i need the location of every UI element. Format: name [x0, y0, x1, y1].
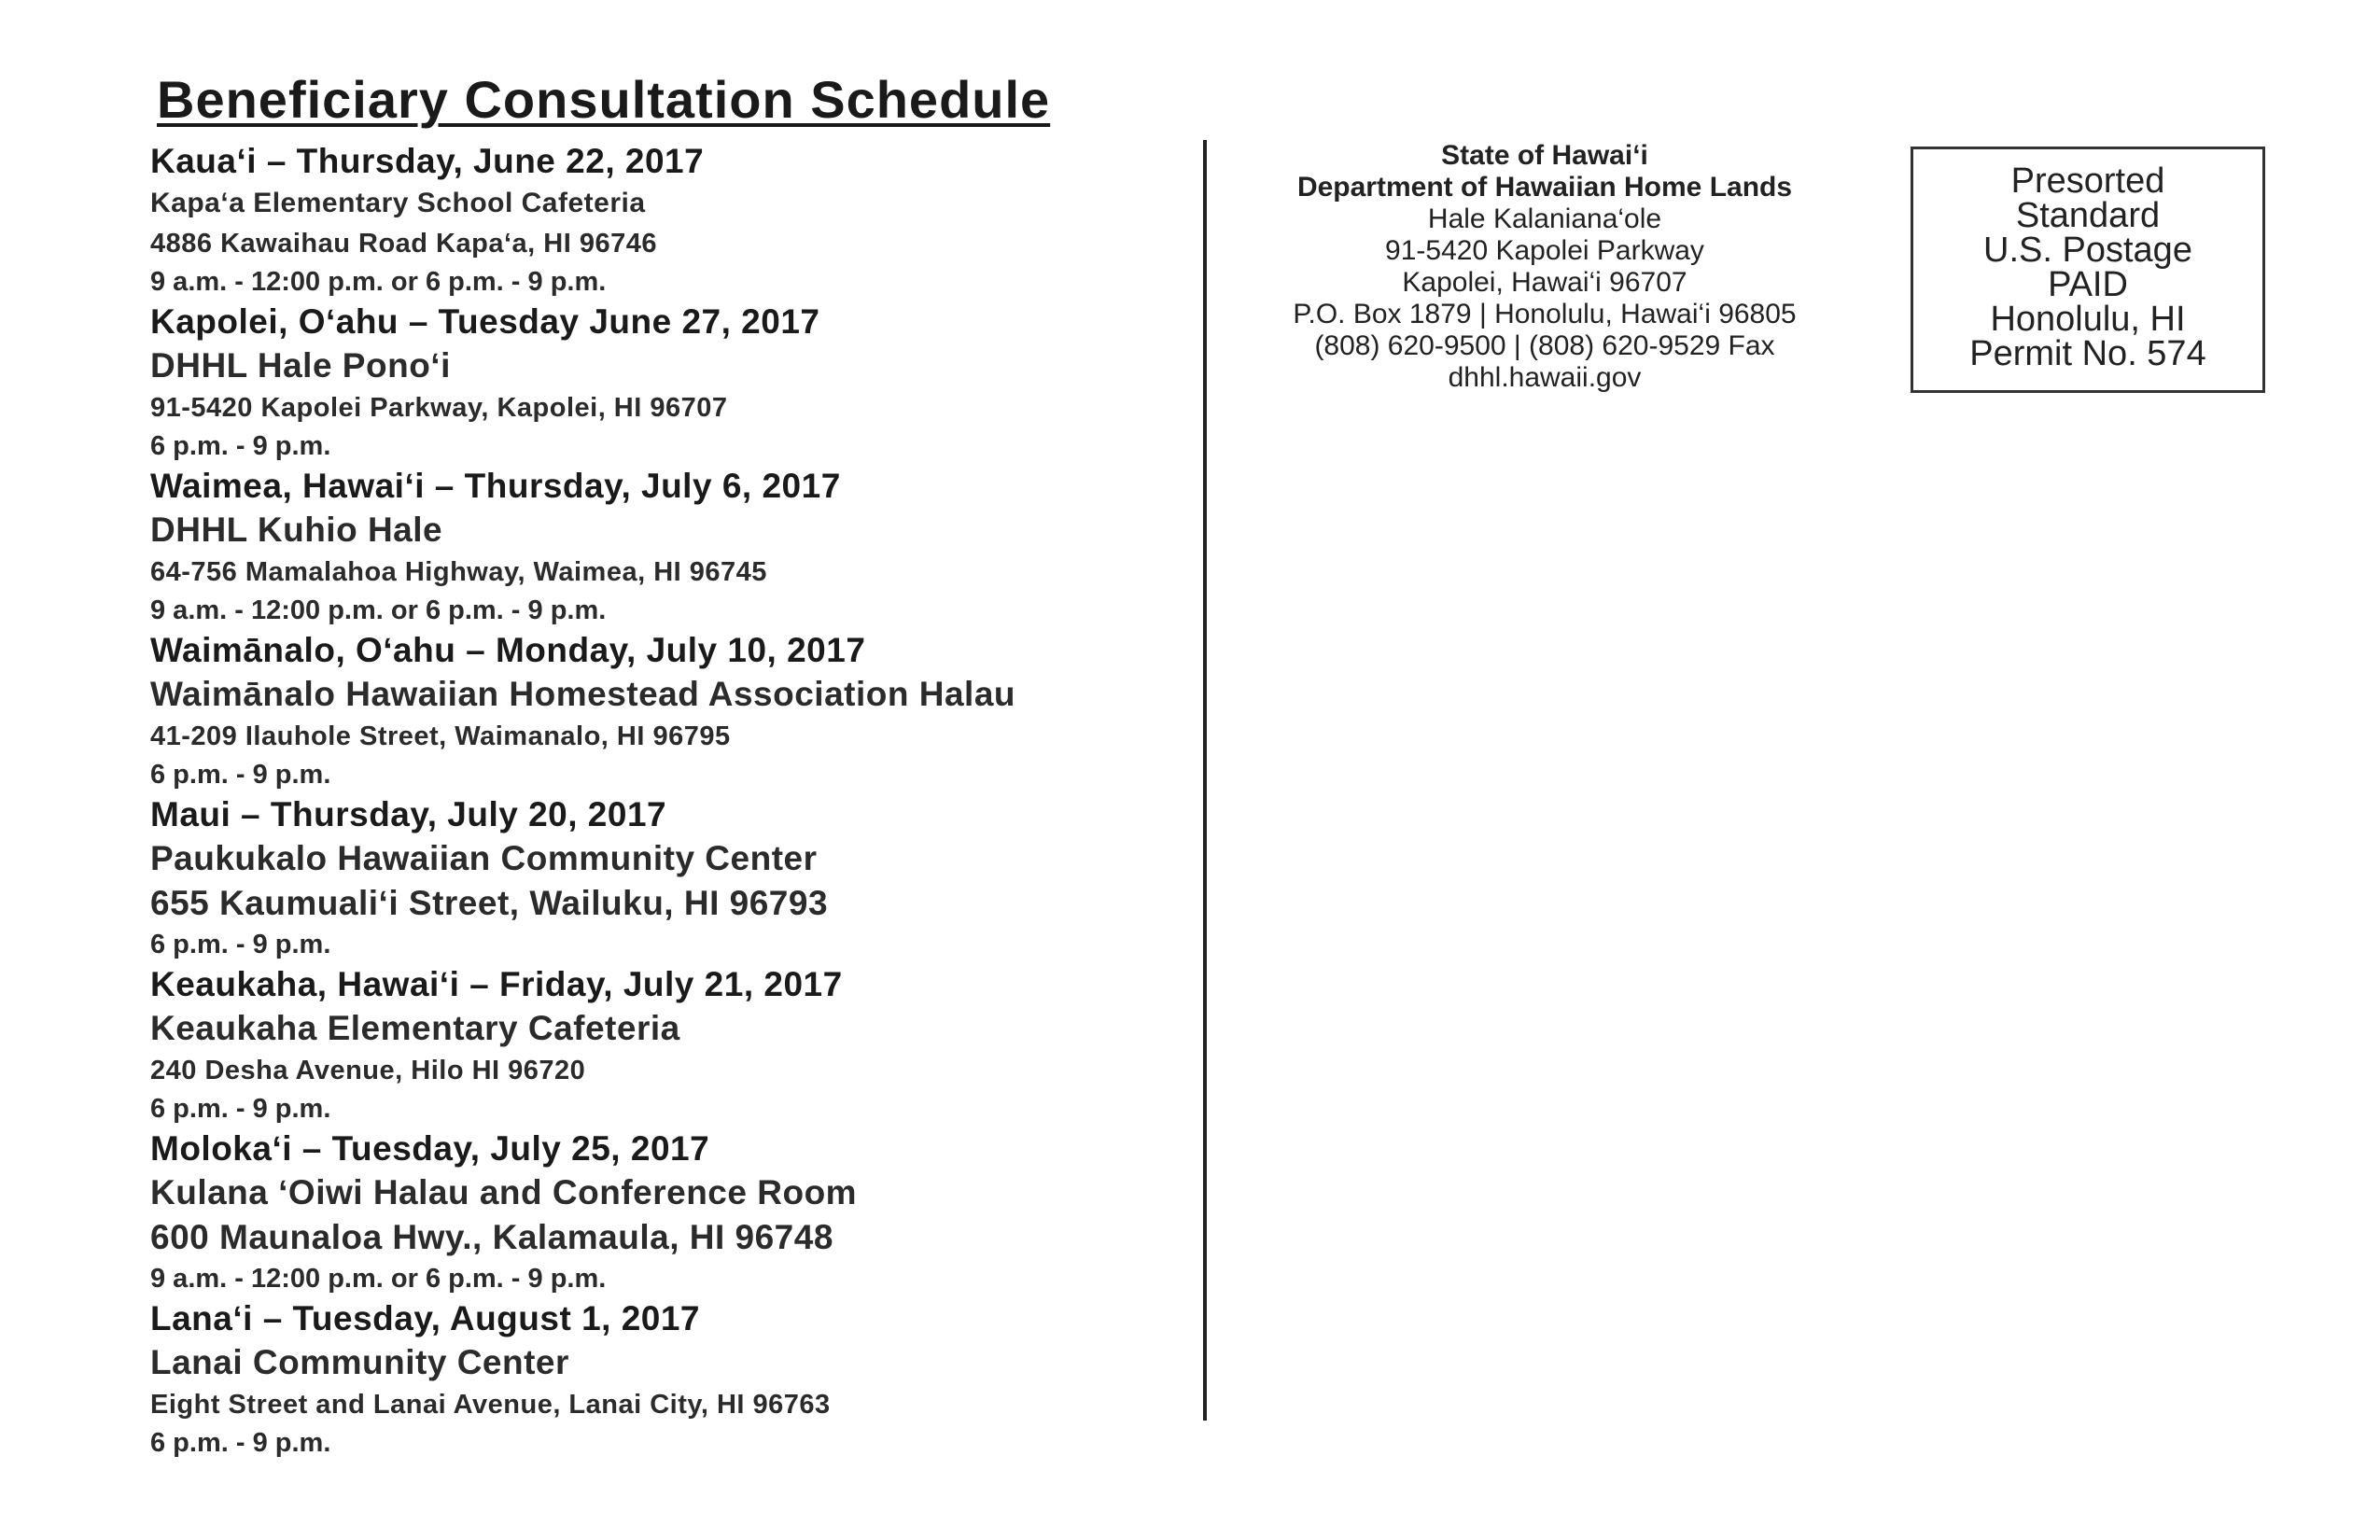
schedule-entry-kauai	[150, 140, 1224, 301]
event-venue: Keaukaha Elementary Cafeteria	[150, 1009, 680, 1047]
event-header: Keaukaha, Hawai‘i – Friday, July 21, 2017	[150, 965, 843, 1003]
event-venue: Paukukalo Hawaiian Community Center	[150, 839, 818, 877]
event-time: 9 a.m. - 12:00 p.m. or 6 p.m. - 9 p.m.	[150, 267, 607, 297]
schedule-entry-keaukaha	[150, 963, 1224, 1127]
return-website: dhhl.hawaii.gov	[1448, 362, 1642, 393]
event-address: 41-209 Ilauhole Street, Waimanalo, HI 96795	[150, 721, 731, 751]
event-header: Kapolei, O‘ahu – Tuesday June 27, 2017	[150, 302, 820, 341]
schedule-entry-kapolei	[150, 301, 1224, 465]
schedule-entry-molokai	[150, 1127, 1224, 1297]
event-address: 4886 Kawaihau Road Kapa‘a, HI 96746	[150, 229, 657, 259]
schedule-entry-lanai	[150, 1297, 1224, 1462]
postage-line: Presorted	[2010, 161, 2165, 201]
event-header: Kaua‘i – Thursday, June 22, 2017	[150, 142, 705, 180]
postage-line: U.S. Postage	[1983, 231, 2192, 270]
event-address: 91-5420 Kapolei Parkway, Kapolei, HI 96707	[150, 393, 728, 423]
event-time: 6 p.m. - 9 p.m.	[150, 431, 331, 461]
schedule-entry-waimanalo	[150, 629, 1224, 793]
event-venue: Kulana ‘Oiwi Halau and Conference Room	[150, 1173, 858, 1211]
return-address-line: (808) 620-9500 | (808) 620-9529 Fax	[1314, 330, 1775, 361]
event-time: 6 p.m. - 9 p.m.	[150, 930, 331, 959]
event-time: 6 p.m. - 9 p.m.	[150, 1094, 331, 1124]
return-address-line: Hale Kalaniana‘ole	[1427, 203, 1662, 234]
event-time: 6 p.m. - 9 p.m.	[150, 760, 331, 790]
event-address: 655 Kaumuali‘i Street, Wailuku, HI 96793	[150, 884, 829, 922]
postage-line: PAID	[2048, 265, 2128, 304]
event-header: Moloka‘i – Tuesday, July 25, 2017	[150, 1129, 710, 1168]
vertical-divider	[1203, 140, 1207, 1421]
event-venue: Kapa‘a Elementary School Cafeteria	[150, 188, 646, 218]
postage-line: Permit No. 574	[1969, 334, 2206, 373]
event-venue: DHHL Hale Pono‘i	[150, 346, 451, 385]
schedule-entry-maui	[150, 793, 1224, 963]
postage-indicia	[1911, 147, 2265, 393]
postage-line: Honolulu, HI	[1990, 300, 2186, 339]
event-venue: DHHL Kuhio Hale	[150, 511, 443, 549]
event-address: 240 Desha Avenue, Hilo HI 96720	[150, 1056, 586, 1085]
event-header: Lana‘i – Tuesday, August 1, 2017	[150, 1299, 701, 1337]
event-header: Waimānalo, O‘ahu – Monday, July 10, 2017	[150, 631, 866, 669]
event-venue: Waimānalo Hawaiian Homestead Association Halau	[150, 675, 1016, 713]
schedule-list	[150, 140, 1224, 1462]
return-address	[1241, 140, 1848, 394]
return-address-line: Kapolei, Hawai‘i 96707	[1402, 267, 1687, 298]
event-time: 9 a.m. - 12:00 p.m. or 6 p.m. - 9 p.m.	[150, 1264, 607, 1294]
event-venue: Lanai Community Center	[150, 1343, 569, 1381]
return-address-line: P.O. Box 1879 | Honolulu, Hawai‘i 96805	[1293, 299, 1797, 329]
event-address: 64-756 Mamalahoa Highway, Waimea, HI 96745	[150, 557, 767, 587]
postage-line: Standard	[2015, 196, 2161, 235]
event-header: Waimea, Hawai‘i – Thursday, July 6, 2017	[150, 467, 841, 505]
return-address-line: State of Hawai‘i	[1441, 140, 1648, 171]
event-time: 9 a.m. - 12:00 p.m. or 6 p.m. - 9 p.m.	[150, 595, 607, 625]
event-time: 6 p.m. - 9 p.m.	[150, 1428, 331, 1458]
schedule-entry-waimea	[150, 465, 1224, 629]
return-address-line: 91-5420 Kapolei Parkway	[1385, 235, 1704, 266]
page-title: Beneficiary Consultation Schedule	[157, 70, 1051, 129]
event-address: 600 Maunaloa Hwy., Kalamaula, HI 96748	[150, 1218, 833, 1256]
event-address: Eight Street and Lanai Avenue, Lanai City, HI 96763	[150, 1390, 831, 1420]
return-address-line: Department of Hawaiian Home Lands	[1296, 172, 1793, 203]
event-header: Maui – Thursday, July 20, 2017	[150, 795, 667, 833]
